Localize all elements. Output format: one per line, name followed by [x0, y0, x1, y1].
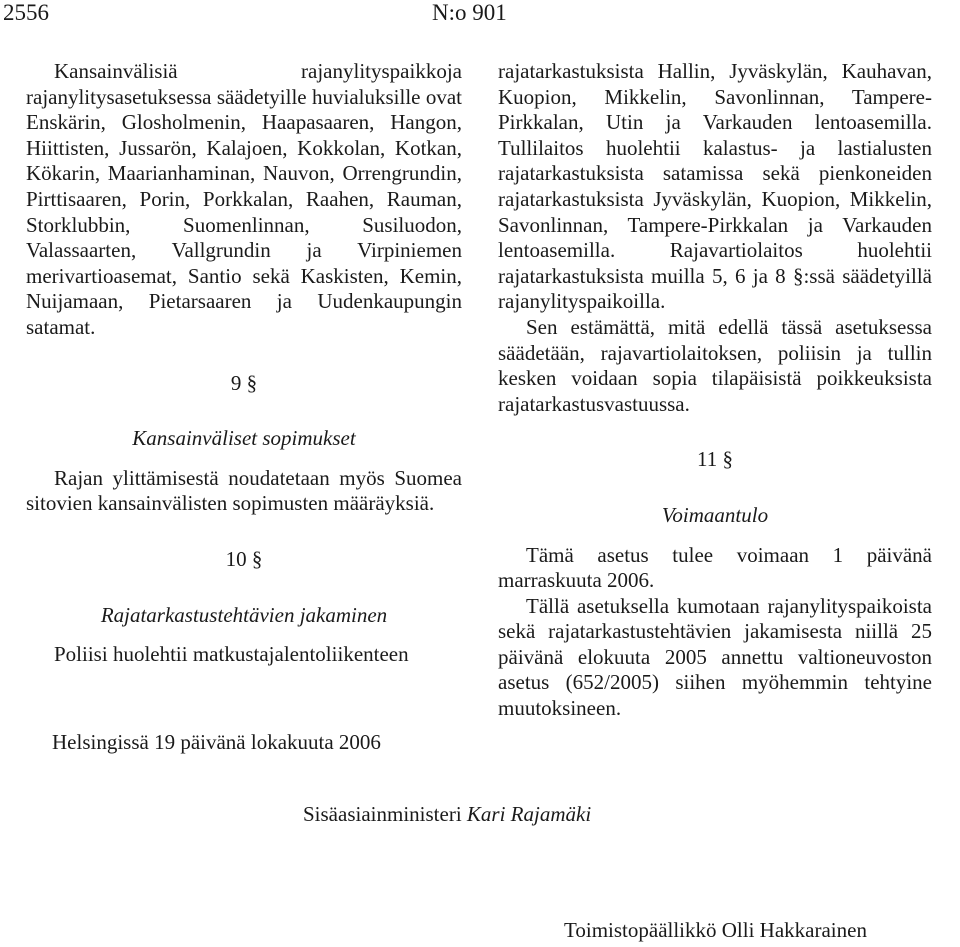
- right-column: [498, 59, 932, 722]
- minister-title: Sisäasiainministeri: [303, 802, 462, 826]
- section-9-title: Kansainväliset sopimukset: [132, 426, 356, 451]
- place-date: Helsingissä 19 päivänä lokakuuta 2006: [52, 730, 381, 754]
- section-10-number: 10 §: [225, 546, 263, 571]
- section-11-text-1: Tämä asetus tulee voimaan 1 päivänä marraskuuta 2006.: [498, 542, 932, 593]
- left-column: [26, 59, 462, 668]
- section-11-title: Voimaantulo: [661, 502, 769, 527]
- official-signature: Toimistopäällikkö Olli Hakkarainen: [564, 918, 867, 942]
- section-11-number: 11 §: [697, 447, 733, 472]
- section-9-text: Rajan ylittämisestä noudatetaan myös Suomea sitovien kansainvälisten sopimusten määräyksiä.: [26, 465, 462, 516]
- section-10-text: Poliisi huolehtii matkustajalentoliikenteen: [54, 642, 409, 667]
- section-9-number: 9 §: [230, 370, 258, 395]
- section-11-text-2: Tällä asetuksella kumotaan rajanylityspaikoista sekä rajatarkastustehtävien jakamisesta niillä 25 päivänä elokuuta 2005 annettu valtioneuvoston asetus (652/2005) siihen myöhemmin tehtyine muutoksineen.: [498, 593, 932, 721]
- minister-signature: [303, 801, 591, 827]
- paragraph-airport-checks: rajatarkastuksista Hallin, Jyväskylän, Kauhavan, Kuopion, Mikkelin, Savonlinnan, Tampere-Pirkkalan, Utin ja Varkauden lentoasemilla. Tullilaitos huolehtii kalastus- ja lastialusten rajatarkastuksista satamissa sekä pienkoneiden rajatarkastuksista Jyväskylän, Kuopion, Mikkelin, Savonlinnan, Tampere-Pirkkalan ja Varkauden lentoasemilla. Rajavartiolaitos huolehtii rajatarkastuksista muilla 5, 6 ja 8 §:ssä säädetyillä rajanylityspaikoilla.: [498, 59, 932, 314]
- paragraph-exceptions: Sen estämättä, mitä edellä tässä asetuksessa säädetään, rajavartiolaitoksen, poliisin ja tullin kesken voidaan sopia tilapäisistä poikkeuksista rajatarkastusvastuussa.: [498, 314, 932, 416]
- minister-name: Kari Rajamäki: [466, 802, 592, 826]
- issue-number: N:o 901: [432, 0, 507, 25]
- paragraph-harbor-list: Kansainvälisiä rajanylityspaikkoja rajanylitysasetuksessa säädetyille huvialuksille ovat Enskärin, Glosholmenin, Haapasaaren, Hangon, Hiittisten, Jussarön, Kalajoen, Kokkolan, Kotkan, Kökarin, Maarianhaminan, Nauvon, Orrengrundin, Pirttisaaren, Porin, Porkkalan, Raahen, Rauman, Storklubbin, Suomenlinnan, Susiluodon, Valassaarten, Vallgrundin ja Virpiniemen merivartioasemat, Santio sekä Kaskisten, Kemin, Nuijamaan, Pietarsaaren ja Uudenkaupungin satamat.: [26, 59, 462, 339]
- section-10-title: Rajatarkastustehtävien jakaminen: [100, 602, 388, 627]
- page-number: 2556: [3, 0, 49, 25]
